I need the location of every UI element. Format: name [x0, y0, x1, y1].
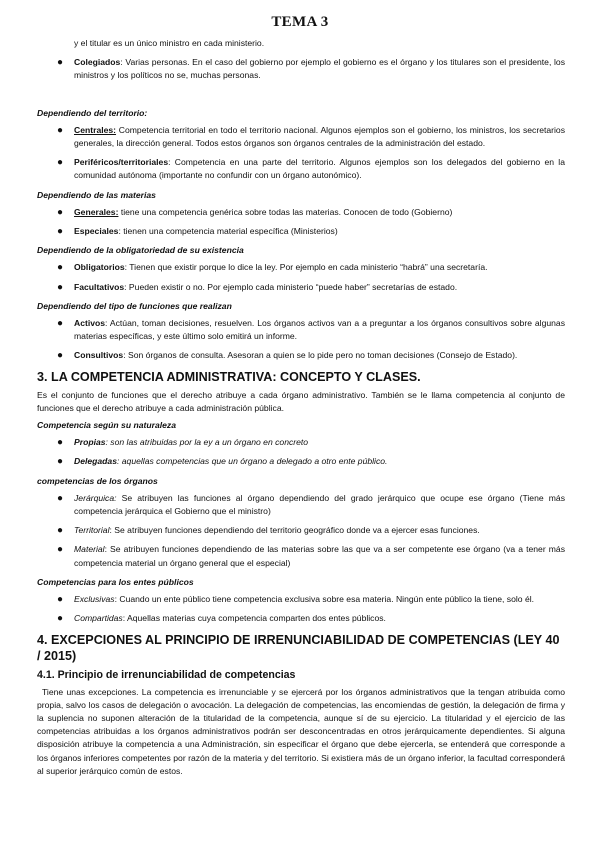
- page-title: TEMA 3: [271, 14, 329, 30]
- term: Territorial: [74, 525, 110, 536]
- list-item-consultivos: [37, 349, 565, 362]
- bullet-icon: ●: [57, 525, 64, 537]
- term: Activos: [74, 318, 106, 329]
- term: Material: [74, 544, 105, 555]
- list-item-compartidas: [37, 612, 565, 625]
- list-funciones: [37, 317, 565, 363]
- list-organos: [37, 492, 565, 570]
- bullet-icon: ●: [57, 124, 64, 136]
- definition: : Tienen que existir porque lo dice la ley. Por ejemplo en cada ministerio “habrá” una secretaría.: [124, 262, 488, 273]
- list-item-facultativos: [37, 281, 565, 294]
- list-item-perifericos: [37, 156, 565, 182]
- subheading-territorio: Dependiendo del territorio:: [37, 107, 148, 118]
- definition: : Son órganos de consulta. Asesoran a quien se lo pide pero no toman decisiones (Consejo de Estado).: [123, 350, 518, 361]
- list-item-material: [37, 543, 565, 569]
- term: Generales:: [74, 206, 119, 217]
- subheading-entes: Competencias para los entes públicos: [37, 576, 194, 587]
- definition: : aquellas competencias que un órgano a delegado a otro ente público.: [117, 456, 388, 467]
- list-naturaleza: [37, 436, 565, 468]
- bullet-icon: ●: [57, 492, 64, 504]
- subheading-naturaleza: Competencia según su naturaleza: [37, 420, 176, 431]
- list-item-delegadas: [37, 455, 565, 468]
- definition: : Varias personas. En el caso del gobierno por ejemplo el gobierno es el órgano y los titulares son el presidente, los ministros y los políticos no se, muchas personas.: [74, 57, 565, 81]
- definition: : tienen una competencia material específica (Ministerios): [118, 226, 338, 237]
- term: Consultivos: [74, 350, 124, 361]
- bullet-icon: ●: [57, 57, 64, 69]
- definition: : Actúan, toman decisiones, resuelven. Los órganos activos van a a preguntar a los órganos consultivos sobre algunas materias específicas, y este último solo emitirá un informe.: [74, 318, 565, 342]
- definition: : Se atribuyen funciones dependiendo de las materias sobre las que va a ser competente ese órgano (va a tener más competencia material un órgano general que el especial): [74, 544, 565, 568]
- definition: Competencia territorial en todo el territorio nacional. Algunos ejemplos son el gobierno, los ministros, los secretarios generales, la dirección general. Todos estos órganos son órganos centrales de la administración del estado.: [74, 124, 565, 149]
- list-unipersonales-colegiados: [37, 56, 565, 82]
- subheading-organos: competencias de los órganos: [37, 475, 158, 486]
- bullet-icon: ●: [57, 350, 64, 362]
- term: Exclusivas: [74, 594, 115, 605]
- subheading-funciones: Dependiendo del tipo de funciones que realizan: [37, 300, 232, 311]
- bullet-icon: ●: [57, 262, 64, 274]
- list-item-activos: [37, 317, 565, 343]
- list-item-exclusivas: [37, 593, 565, 606]
- list-entes: [37, 593, 565, 625]
- term: Periféricos/territoriales: [74, 157, 169, 168]
- document-body: [37, 37, 565, 782]
- bullet-icon: ●: [57, 226, 64, 238]
- term: Obligatorios: [74, 262, 125, 273]
- bullet-icon: ●: [57, 544, 64, 556]
- bullet-icon: ●: [57, 613, 64, 625]
- list-obligatoriedad: [37, 261, 565, 293]
- term: Centrales:: [74, 124, 117, 135]
- definition: : Competencia en una parte del territorio. Algunos ejemplos son los delegados del gobierno en la comunidad autónoma (importante no confundir con un órgano autonómico).: [74, 157, 565, 181]
- subheading-obligatoriedad: Dependiendo de la obligatoriedad de su existencia: [37, 245, 244, 256]
- definition: tiene una competencia genérica sobre todas las materias. Conocen de todo (Gobierno): [118, 206, 453, 217]
- section-4-1-paragraph: Tiene unas excepciones. La competencia es irrenunciable y se ejercerá por los órganos administrativos que la tengan atribuida como propia, salvo los casos de delegación o avocación. La delegación de competencias, las encomiendas de gestión, la delegación de firma y la suplencia no suponen alteración de la titularidad de la competencia, aunque sí de su ejercicio. La titularidad y el ejercicio de las competencias atribuidas a los órganos administrativos podrán ser desconcentradas en otros jerárquicamente dependientes. Si alguna disposición atribuye la competencia a una Administración, sin especificar el órgano que debe ejercerla, se entenderá que corresponde a los órganos inferiores competentes por razón de la materia y del territorio. Si existiera más de un órgano inferior, la facultad corresponderá al superior jerárquico común de estos.: [37, 686, 565, 776]
- term: Propias: [74, 437, 106, 448]
- section-3-intro: Es el conjunto de funciones que el derecho atribuye a cada órgano administrativo. También se le llama competencia al conjunto de funciones que el derecho atribuye a cada administración pública.: [37, 389, 565, 413]
- bullet-icon: ●: [57, 281, 64, 293]
- list-item-propias: [37, 436, 565, 449]
- list-item-generales: [37, 206, 565, 219]
- term: Delegadas: [74, 456, 117, 467]
- list-item-especiales: [37, 225, 565, 238]
- bullet-icon: ●: [57, 594, 64, 606]
- bullet-icon: ●: [57, 437, 64, 449]
- term: Facultativos: [74, 281, 125, 292]
- continuation-text: y el titular es un único ministro en cada ministerio.: [74, 38, 265, 48]
- list-materias: [37, 206, 565, 238]
- definition: : Se atribuyen funciones dependiendo del territorio geográfico donde va a ejercer esas funciones.: [109, 525, 480, 536]
- definition: Se atribuyen las funciones al órgano dependiendo del grado jerárquico que ocupe ese órgano (Tiene más competencia jerárquica el Gobierno que el ministro): [74, 492, 565, 517]
- definition: : Pueden existir o no. Por ejemplo cada ministerio “puede haber” secretarías de estado.: [124, 281, 458, 292]
- list-item-territorial: [37, 524, 565, 537]
- term: Compartidas: [74, 613, 123, 624]
- subheading-materias: Dependiendo de las materias: [37, 189, 156, 200]
- definition: : son las atribuidas por la ey a un órgano en concreto: [105, 437, 309, 448]
- bullet-icon: ●: [57, 206, 64, 218]
- section-4-heading: 4. EXCEPCIONES AL PRINCIPIO DE IRRENUNCIABILIDAD DE COMPETENCIAS (LEY 40 / 2015): [37, 632, 560, 663]
- bullet-icon: ●: [57, 157, 64, 169]
- list-item-centrales: [37, 124, 565, 150]
- bullet-icon: ●: [57, 318, 64, 330]
- list-item-obligatorios: [37, 261, 565, 274]
- section-4-1-heading: 4.1. Principio de irrenunciabilidad de competencias: [37, 668, 296, 681]
- bullet-icon: ●: [57, 456, 64, 468]
- list-item-jerarquica: [37, 492, 565, 518]
- list-territorio: [37, 124, 565, 183]
- definition: : Cuando un ente público tiene competencia exclusiva sobre esa materia. Ningún ente público la tiene, solo él.: [114, 594, 535, 605]
- definition: : Aquellas materias cuya competencia comparten dos entes públicos.: [122, 613, 386, 624]
- list-item-colegiados: [37, 56, 565, 82]
- term: Jerárquica:: [74, 492, 117, 503]
- term: Especiales: [74, 226, 119, 237]
- term: Colegiados: [74, 57, 121, 68]
- section-3-heading: 3. LA COMPETENCIA ADMINISTRATIVA: CONCEPTO Y CLASES.: [37, 369, 421, 384]
